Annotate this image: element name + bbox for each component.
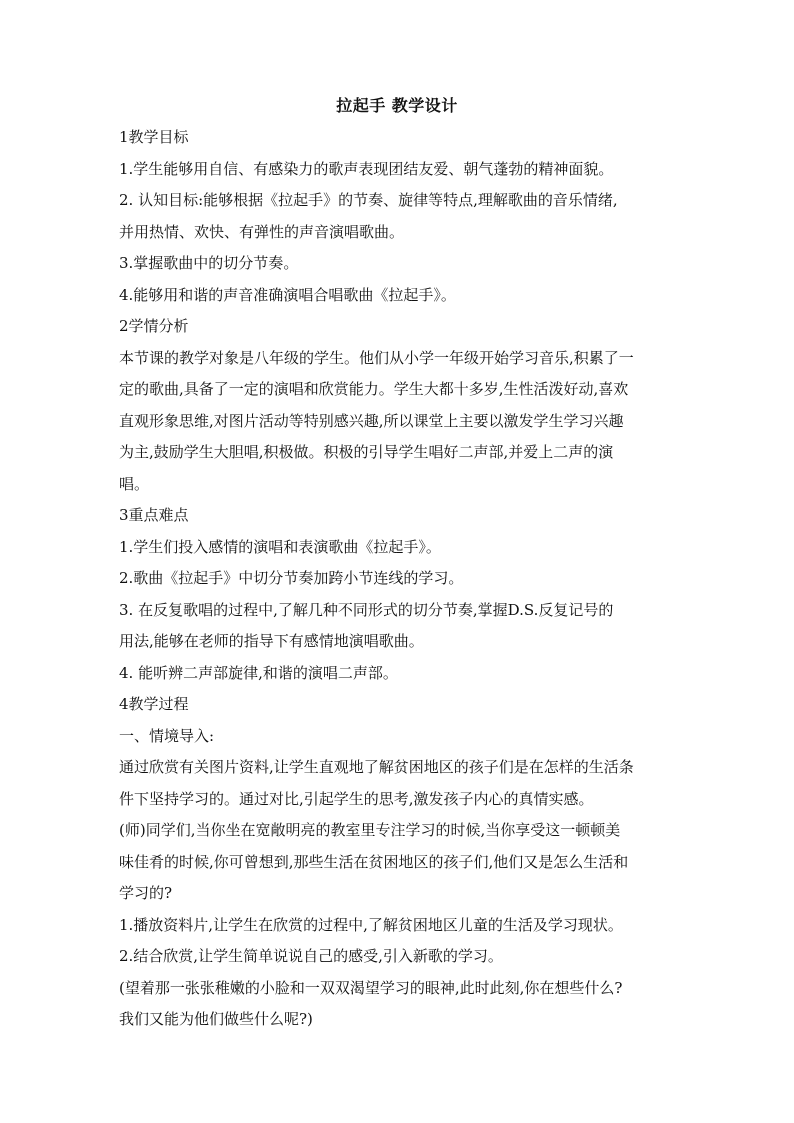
text-line: 学习的? [119, 884, 173, 902]
document-title: 拉起手 教学设计 [336, 96, 458, 115]
text-line: 定的歌曲,具备了一定的演唱和欣赏能力。学生大都十多岁,生性活泼好动,喜欢 [119, 380, 629, 398]
section-heading-analysis: 2学情分析 [119, 317, 189, 335]
text-line: 4. 能听辨二声部旋律,和谐的演唱二声部。 [119, 663, 398, 682]
document-body [119, 122, 679, 1036]
text-line: 通过欣赏有关图片资料,让学生直观地了解贫困地区的孩子们是在怎样的生活条 [119, 758, 634, 776]
text-line: 件下坚持学习的。通过对比,引起学生的思考,激发孩子内心的真情实感。 [119, 789, 594, 808]
text-line: 2.歌曲《拉起手》中切分节奏加跨小节连线的学习。 [119, 569, 464, 587]
text-line: 2. 认知目标:能够根据《拉起手》的节奏、旋律等特点,理解歌曲的音乐情绪, [119, 191, 618, 209]
text-line: 我们又能为他们做些什么呢?) [119, 1010, 313, 1028]
text-line: 2.结合欣赏,让学生简单说说自己的感受,引入新歌的学习。 [119, 947, 503, 965]
subsection-heading: 一、情境导入: [119, 726, 215, 745]
section-heading-objectives: 1教学目标 [119, 128, 189, 146]
text-line: 1.学生能够用自信、有感染力的歌声表现团结友爱、朝气蓬勃的精神面貌。 [119, 159, 614, 178]
text-line: 用法,能够在老师的指导下有感情地演唱歌曲。 [119, 632, 424, 650]
text-line: 直观形象思维,对图片活动等特别感兴趣,所以课堂上主要以激发学生学习兴趣 [119, 411, 624, 430]
text-line: 3.掌握歌曲中的切分节奏。 [119, 254, 299, 272]
text-line: (师)同学们,当你坐在宽敞明亮的教室里专注学习的时候,当你享受这一顿顿美 [119, 821, 621, 839]
text-line: 唱。 [119, 474, 150, 493]
text-line: 3. 在反复歌唱的过程中,了解几种不同形式的切分节奏,掌握D.S.反复记号的 [119, 600, 614, 619]
text-line: 4.能够用和谐的声音准确演唱合唱歌曲《拉起手》。 [119, 285, 456, 304]
text-line: 1.学生们投入感情的演唱和表演歌曲《拉起手》。 [119, 537, 441, 556]
section-heading-key-points: 3重点难点 [119, 506, 189, 524]
text-line: 1.播放资料片,让学生在欣赏的过程中,了解贫困地区儿童的生活及学习现状。 [119, 915, 623, 934]
text-line: 为主,鼓励学生大胆唱,积极做。积极的引导学生唱好二声部,并爱上二声的演 [119, 443, 614, 461]
text-line: 味佳肴的时候,你可曾想到,那些生活在贫困地区的孩子们,他们又是怎么生活和 [119, 852, 629, 871]
text-line: (望着那一张张稚嫩的小脸和一双双渴望学习的眼神,此时此刻,你在想些什么? [119, 978, 623, 997]
section-heading-process: 4教学过程 [119, 695, 189, 713]
text-line: 并用热情、欢快、有弹性的声音演唱歌曲。 [119, 222, 405, 241]
text-line: 本节课的教学对象是八年级的学生。他们从小学一年级开始学习音乐,积累了一 [119, 348, 634, 367]
